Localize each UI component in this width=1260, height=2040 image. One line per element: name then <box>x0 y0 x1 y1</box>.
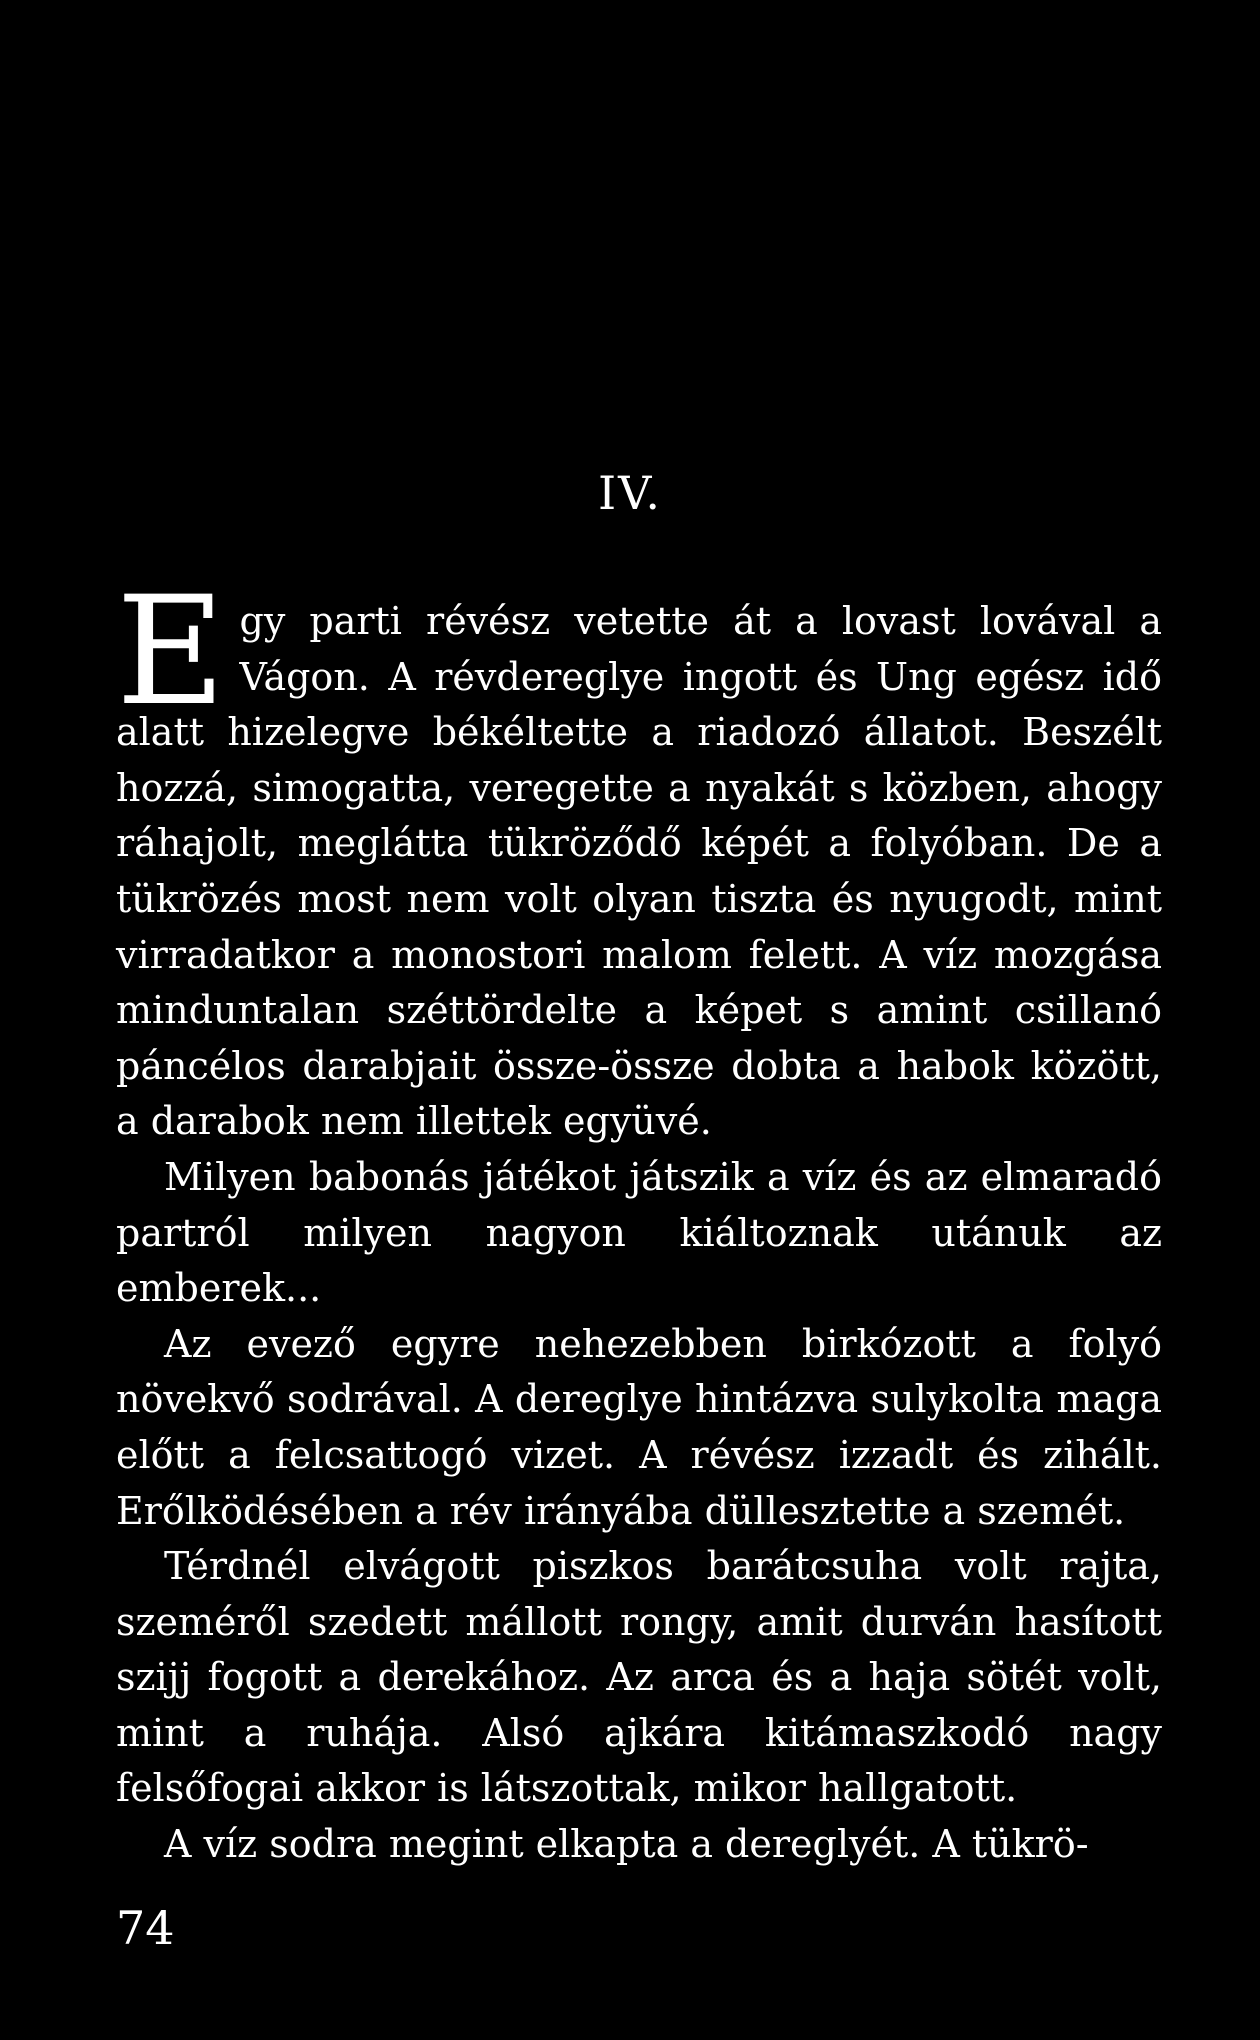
page-number: 74 <box>116 1901 175 1955</box>
paragraph-1-text: gy parti révész vetette át a lovast lovával a Vágon. A révdereglye ingott és Ung egész idő alatt hizelegve békéltette a riadozó állatot. Beszélt hozzá, simogatta, veregette a nyakát s közben, ahogy ráhajolt, meglátta tükröződő képét a folyóban. De a tükrözés most nem volt olyan tiszta és nyugodt, mint virradatkor a monostori malom felett. A víz mozgása minduntalan széttördelte a képet s amint csillanó páncélos darabjait össze-össze dobta a habok között, a darabok nem illettek együvé. <box>116 599 1162 1144</box>
chapter-body <box>116 565 1162 1873</box>
paragraph-3: Az evező egyre nehezebben birkózott a folyó növekvő sodrával. A dereglye hintázva sulykolta maga előtt a felcsattogó vizet. A révész izzadt és zihált. Erőlködésében a rév irányába düllesztette a szemét. <box>116 1321 1162 1533</box>
paragraph-5: A víz sodra megint elkapta a dereglyét. A tükrö- <box>164 1822 1089 1867</box>
paragraph-4: Térdnél elvágott piszkos barátcsuha volt rajta, szeméről szedett mállott rongy, amit durván hasított szijj fogott a derekához. Az arca és a haja sötét volt, mint a ruhája. Alsó ajkára kitámaszkodó nagy felsőfogai akkor is látszottak, mikor hallgatott. <box>116 1544 1162 1811</box>
chapter-heading: IV. <box>598 466 662 520</box>
drop-cap-initial: E <box>116 565 226 739</box>
paragraph-1 <box>116 565 1162 1150</box>
paragraph-2: Milyen babonás játékot játszik a víz és az elmaradó partról milyen nagyon kiáltoznak utánuk az emberek... <box>116 1154 1162 1311</box>
